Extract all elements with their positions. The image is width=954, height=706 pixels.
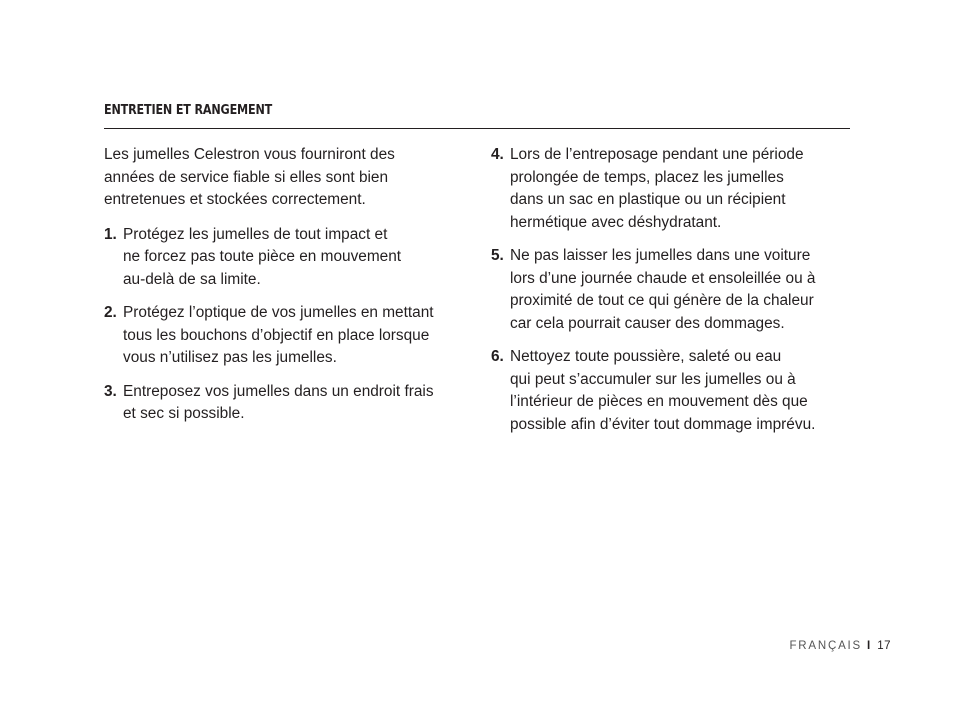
item-line: dans un sac en plastique ou un récipient bbox=[510, 191, 786, 208]
intro-line: entretenues et stockées correctement. bbox=[104, 191, 366, 208]
item-line: et sec si possible. bbox=[123, 405, 245, 422]
care-item-6 bbox=[491, 346, 853, 436]
intro-paragraph bbox=[104, 144, 472, 212]
item-line: vous n’utilisez pas les jumelles. bbox=[123, 349, 337, 366]
footer-separator: I bbox=[867, 640, 871, 652]
item-line: Protégez les jumelles de tout impact et bbox=[123, 225, 388, 243]
left-column bbox=[104, 144, 472, 437]
item-line: prolongée de temps, placez les jumelles bbox=[510, 168, 784, 186]
item-line: car cela pourrait causer des dommages. bbox=[510, 314, 785, 332]
item-line: Ne pas laisser les jumelles dans une voiture bbox=[510, 247, 811, 264]
intro-line: Les jumelles Celestron vous fourniront des bbox=[104, 146, 395, 163]
item-line: Lors de l’entreposage pendant une période bbox=[510, 146, 804, 163]
item-line: au-delà de sa limite. bbox=[123, 270, 261, 288]
section-title: ENTRETIEN ET RANGEMENT bbox=[104, 103, 273, 118]
right-column bbox=[491, 144, 853, 447]
footer-language: FRANÇAIS bbox=[789, 640, 862, 652]
item-number: 3. bbox=[104, 382, 117, 400]
item-line: tous les bouchons d’objectif en place lorsque bbox=[123, 326, 430, 344]
item-number: 1. bbox=[104, 225, 117, 243]
item-line: ne forcez pas toute pièce en mouvement bbox=[123, 248, 402, 265]
item-line: l’intérieur de pièces en mouvement dès que bbox=[510, 393, 808, 410]
intro-line: années de service fiable si elles sont bien bbox=[104, 168, 389, 186]
section-divider bbox=[104, 128, 850, 129]
item-number: 4. bbox=[491, 146, 504, 163]
item-line: proximité de tout ce qui génère de la chaleur bbox=[510, 292, 814, 309]
item-line: possible afin d’éviter tout dommage imprévu. bbox=[510, 415, 816, 433]
page-footer bbox=[789, 640, 891, 652]
item-line: Protégez l’optique de vos jumelles en mettant bbox=[123, 304, 434, 321]
item-line: hermétique avec déshydratant. bbox=[510, 213, 722, 231]
care-item-1 bbox=[104, 224, 472, 292]
item-line: qui peut s’accumuler sur les jumelles ou à bbox=[510, 370, 796, 388]
item-number: 5. bbox=[491, 247, 504, 264]
care-item-3 bbox=[104, 381, 472, 426]
item-line: Entreposez vos jumelles dans un endroit frais bbox=[123, 382, 434, 400]
item-number: 6. bbox=[491, 348, 504, 365]
item-line: lors d’une journée chaude et ensoleillée ou à bbox=[510, 269, 816, 287]
care-item-2 bbox=[104, 302, 472, 370]
care-item-5 bbox=[491, 245, 853, 335]
item-number: 2. bbox=[104, 304, 117, 321]
page-number: 17 bbox=[877, 640, 891, 652]
item-line: Nettoyez toute poussière, saleté ou eau bbox=[510, 348, 782, 365]
care-item-4 bbox=[491, 144, 853, 234]
